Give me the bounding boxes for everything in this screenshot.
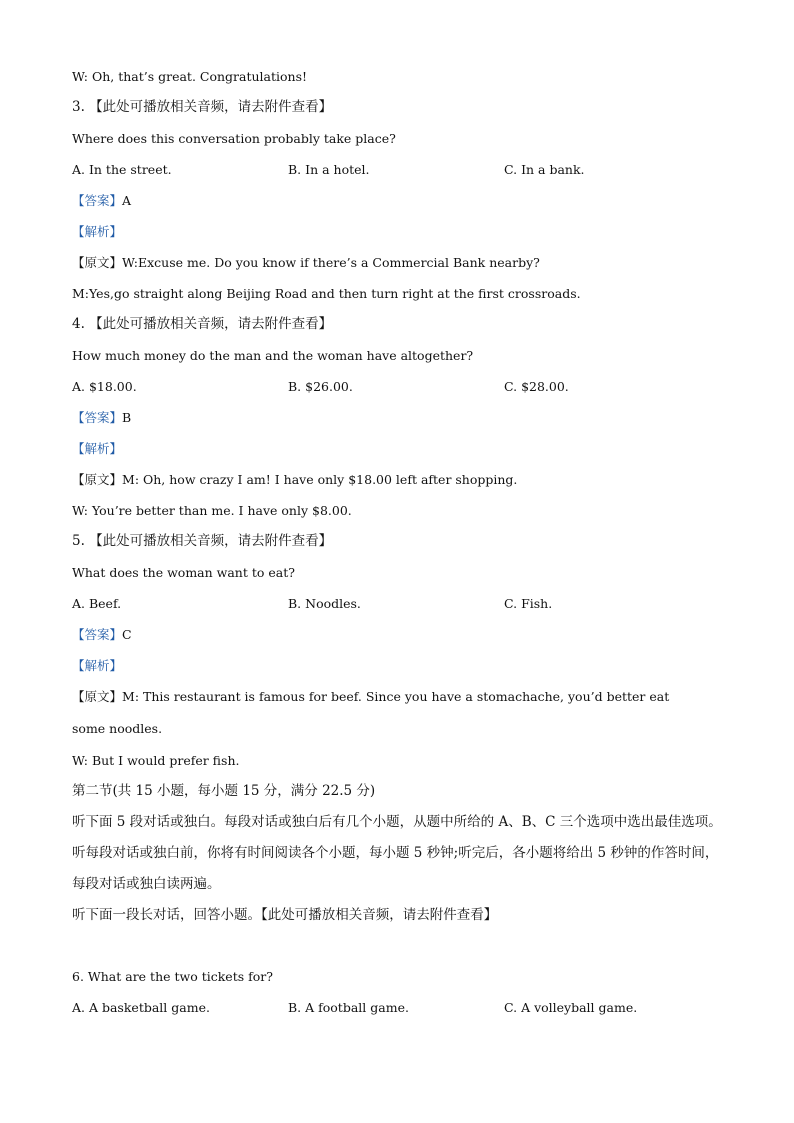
- analysis-tag: 【解析】: [72, 658, 123, 673]
- q5-option-c: C. Fish.: [504, 596, 553, 611]
- q5-original-1b: some noodles.: [72, 721, 163, 736]
- q6-options: [72, 995, 732, 1026]
- section2-instruction-2: 听每段对话或独白前，你将有时间阅读各个小题，每小题 5 秒钟;听完后，各小题将给出 5 秒钟的作答时间，: [72, 845, 719, 861]
- q3-option-a: A. In the street.: [72, 162, 172, 177]
- q5-title: 5. 【此处可播放相关音频，请去附件查看】: [72, 533, 333, 549]
- q5-original-2: W: But I would prefer fish.: [72, 753, 240, 768]
- q3-title: 3. 【此处可播放相关音频，请去附件查看】: [72, 99, 333, 115]
- q5-analysis: [72, 653, 732, 684]
- q5-answer-value: C: [122, 627, 132, 642]
- dialogue-line: W: Oh, that’s great. Congratulations!: [72, 69, 308, 84]
- q5-option-a: A. Beef.: [72, 596, 122, 611]
- q5-answer: [72, 622, 732, 653]
- q5-original-text-1: M: This restaurant is famous for beef. Since you have a stomachache, you’d better eat: [122, 689, 670, 704]
- analysis-tag: 【解析】: [72, 441, 123, 456]
- q4-question: How much money do the man and the woman have altogether?: [72, 348, 474, 363]
- q3-original-text-1: W:Excuse me. Do you know if there’s a Commercial Bank nearby?: [122, 255, 540, 270]
- original-tag: 【原文】: [72, 255, 123, 270]
- q3-option-c: C. In a bank.: [504, 162, 585, 177]
- q3-question: Where does this conversation probably take place?: [72, 131, 396, 146]
- document-page: [72, 64, 732, 1026]
- q6-option-b: B. A football game.: [288, 1000, 409, 1015]
- q4-original-2: W: You’re better than me. I have only $8.00.: [72, 503, 352, 518]
- q5-option-b: B. Noodles.: [288, 596, 361, 611]
- q6-option-a: A. A basketball game.: [72, 1000, 210, 1015]
- section2-instruction-1: 听下面 5 段对话或独白。每段对话或独白后有几个小题，从题中所给的 A、B、C 三个选项中选出最佳选项。: [72, 814, 722, 830]
- q3-original-1: [72, 250, 732, 281]
- q4-answer: [72, 405, 732, 436]
- analysis-tag: 【解析】: [72, 224, 123, 239]
- q4-option-c: C. $28.00.: [504, 379, 569, 394]
- q3-original-2: M:Yes,go straight along Beijing Road and then turn right at the first crossroads.: [72, 286, 581, 301]
- q5-question: What does the woman want to eat?: [72, 565, 295, 580]
- q4-original-1: [72, 467, 732, 498]
- answer-tag: 【答案】: [72, 627, 123, 642]
- q3-answer-value: A: [122, 193, 132, 208]
- answer-tag: 【答案】: [72, 410, 123, 425]
- q3-option-b: B. In a hotel.: [288, 162, 370, 177]
- q4-option-a: A. $18.00.: [72, 379, 137, 394]
- q6-option-c: C. A volleyball game.: [504, 1000, 638, 1015]
- q3-options: [72, 157, 732, 188]
- q4-title: 4. 【此处可播放相关音频，请去附件查看】: [72, 316, 333, 332]
- original-tag: 【原文】: [72, 472, 123, 487]
- original-tag: 【原文】: [72, 689, 123, 704]
- q4-options: [72, 374, 732, 405]
- section2-instruction-3: 每段对话或独白读两遍。: [72, 876, 221, 892]
- answer-tag: 【答案】: [72, 193, 123, 208]
- section2-heading: 第二节(共 15 小题，每小题 15 分，满分 22.5 分): [72, 783, 376, 799]
- spacer: [72, 934, 732, 964]
- q3-analysis: [72, 219, 732, 250]
- q6-question: 6. What are the two tickets for?: [72, 969, 273, 984]
- q5-options: [72, 591, 732, 622]
- q4-original-text-1: M: Oh, how crazy I am! I have only $18.00 left after shopping.: [122, 472, 518, 487]
- section2-instruction-4: 听下面一段长对话，回答小题。【此处可播放相关音频，请去附件查看】: [72, 907, 498, 923]
- q4-option-b: B. $26.00.: [288, 379, 353, 394]
- q4-analysis: [72, 436, 732, 467]
- q4-answer-value: B: [122, 410, 132, 425]
- q5-original-1: [72, 684, 732, 716]
- q3-answer: [72, 188, 732, 219]
